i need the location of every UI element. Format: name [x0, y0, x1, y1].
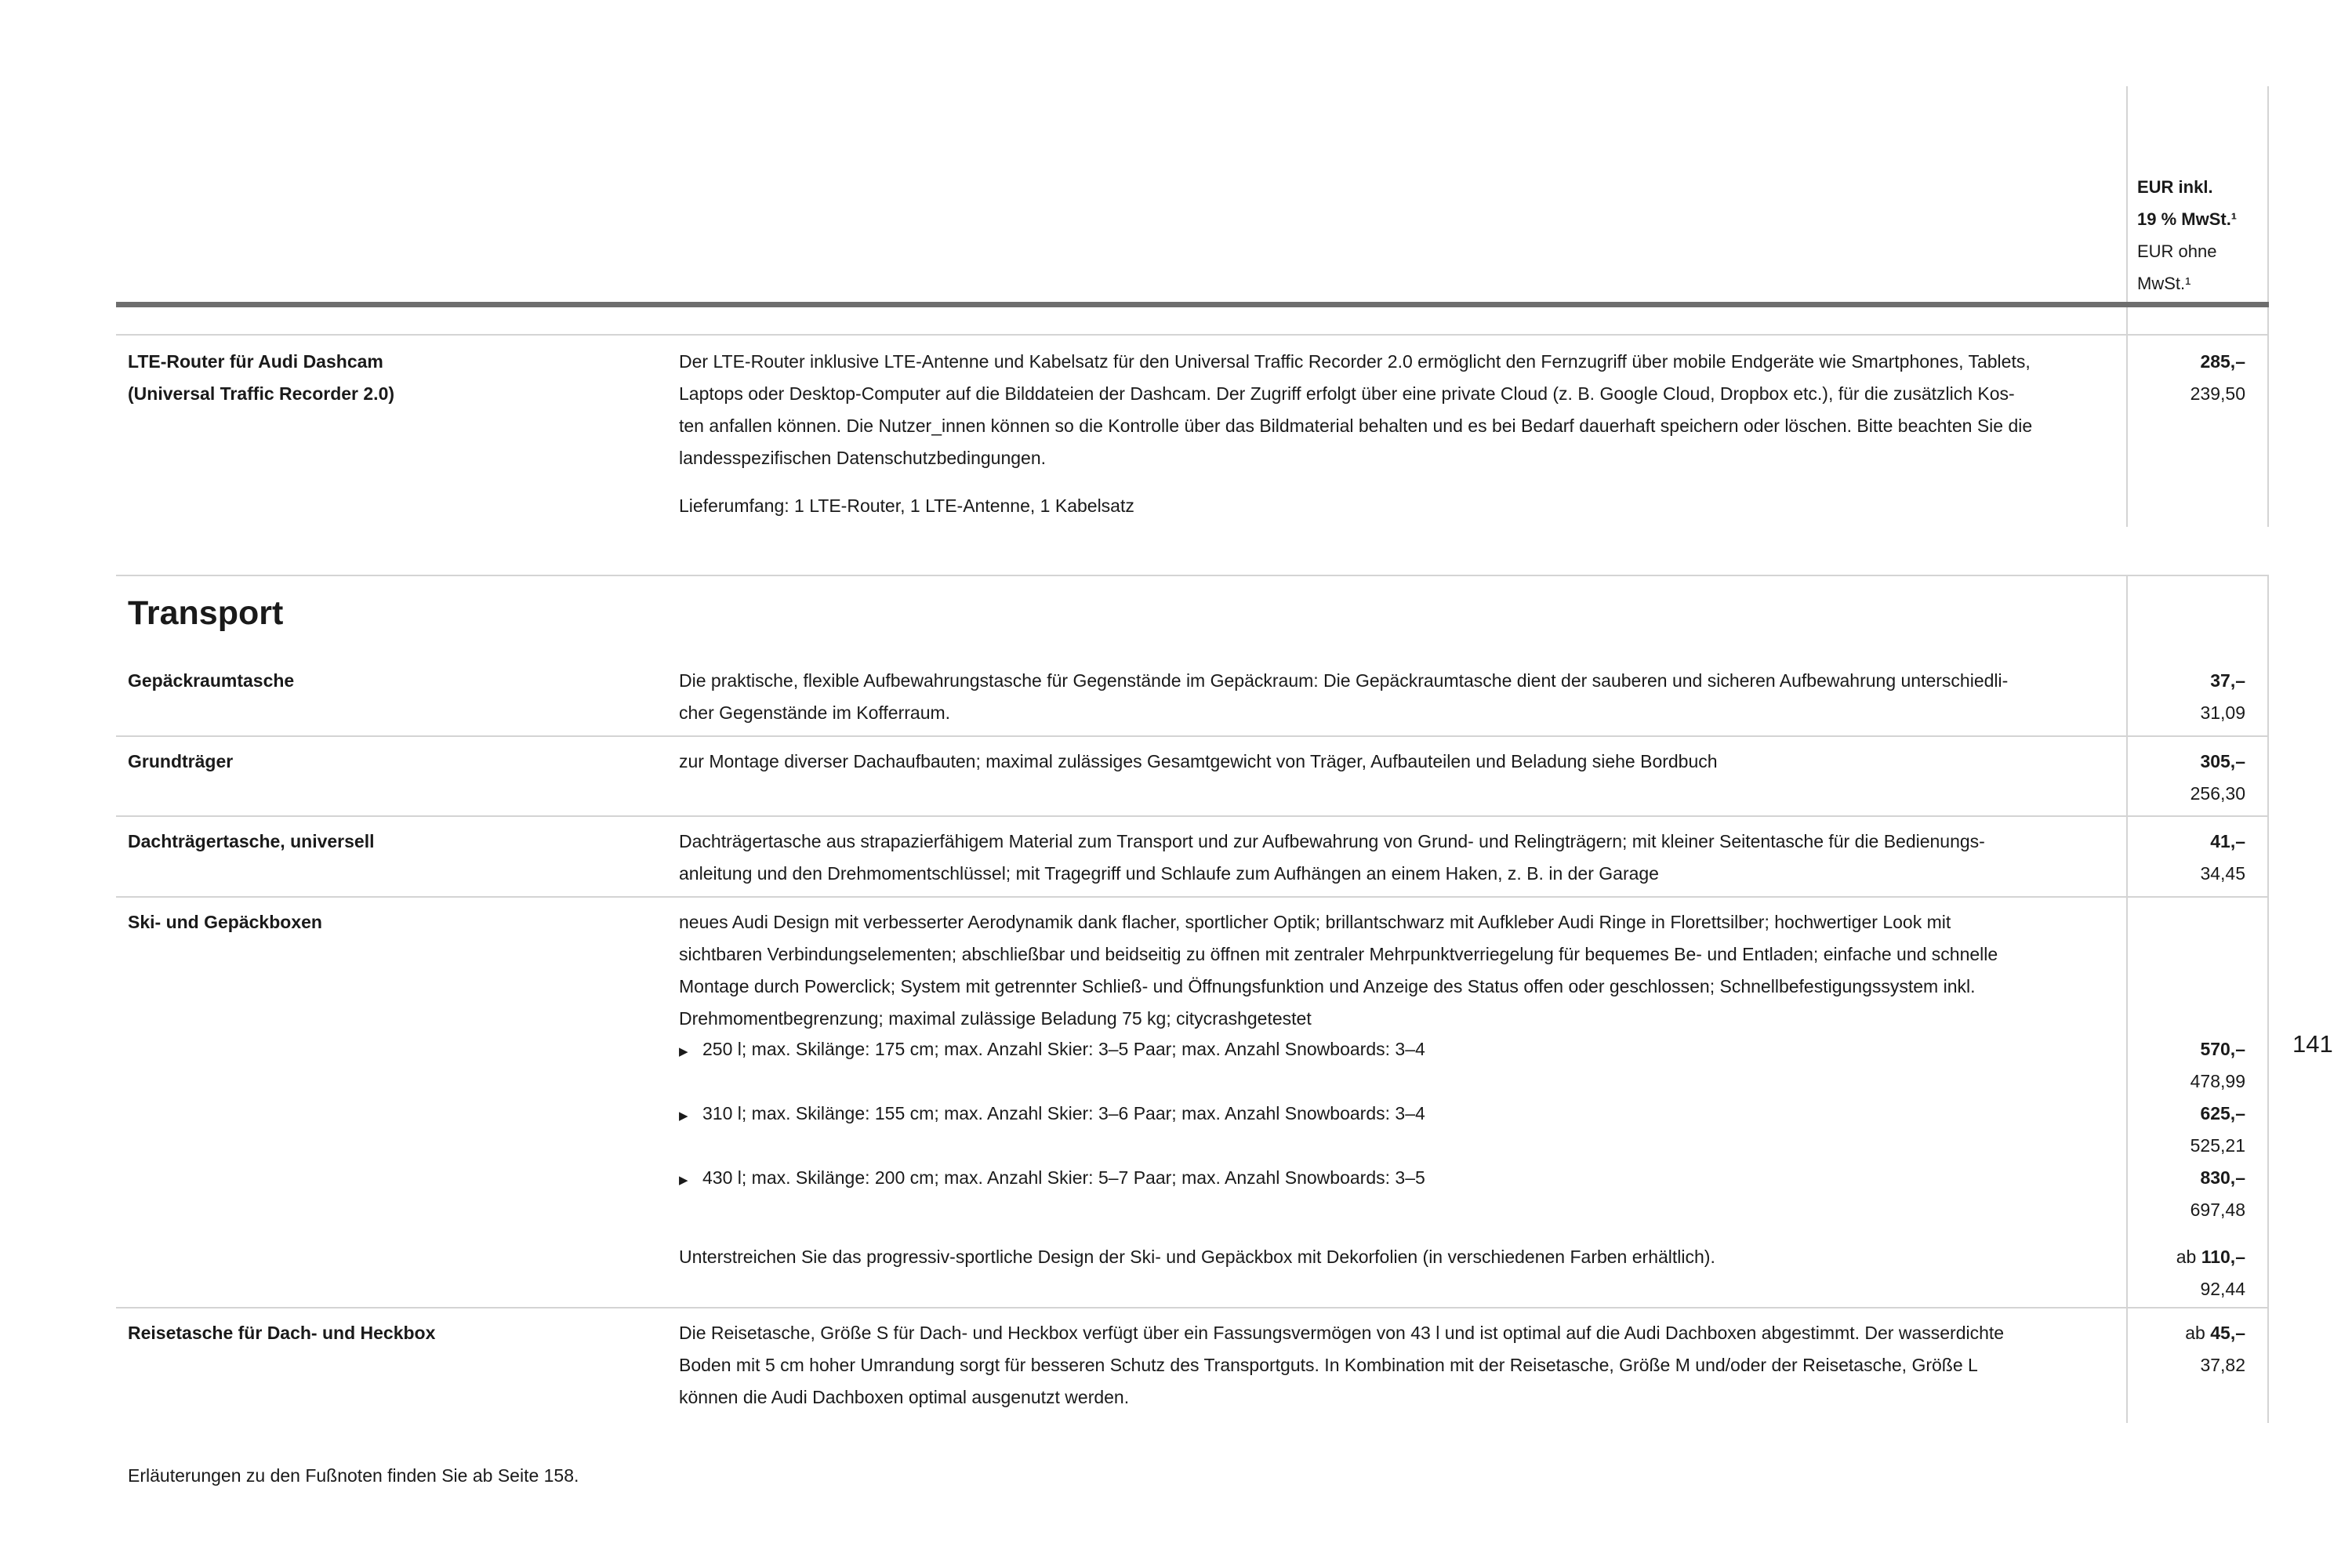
skibox-variant-430: ▶ 430 l; max. Skilänge: 200 cm; max. Anzahl Skier: 5–7 Paar; max. Anzahl Snowboards: 3–5	[679, 1162, 2129, 1196]
section-divider	[116, 575, 2267, 576]
row-divider	[116, 735, 2267, 737]
triangle-right-icon: ▶	[679, 1045, 688, 1058]
item-price-reisetasche: ab 45,– 37,82	[2185, 1323, 2245, 1375]
item-price-dachtraegertasche: 41,– 34,45	[2200, 831, 2245, 884]
skibox-variant-250: ▶ 250 l; max. Skilänge: 175 cm; max. Anzahl Skier: 3–5 Paar; max. Anzahl Snowboards: 3–4	[679, 1033, 2129, 1068]
triangle-right-icon: ▶	[679, 1109, 688, 1123]
row-divider	[116, 815, 2267, 817]
price-incl-label: EUR inkl. 19 % MwSt.¹	[2137, 177, 2238, 229]
page-number: 141	[2292, 1030, 2333, 1058]
header-subrule	[116, 334, 2267, 336]
lte-router-description: Der LTE-Router inklusive LTE-Antenne und Kabelsatz für den Universal Traffic Recorder 2.0 ermöglicht den Fernzugriff über mobile Endgeräte wie Smartphones, Tablets, Laptops oder Desktop-Computer auf die Bilddateien der Dashcam. Der Zugriff erfolgt über eine private Cloud (z. B. Google Cloud, Dropbox etc.), für die zusätzlich Kos- ten anfallen können. Die Nutzer_innen können so die Kontrolle über das Bildmaterial behalten und es bei Bedarf dauerhaft speichern oder löschen. Bitte beachten Sie die landesspezifischen Datenschutzbedingungen. Lieferumfang: 1 LTE-Router, 1 LTE-Antenne, 1 Kabelsatz	[679, 346, 2129, 522]
lte-router-name: LTE-Router für Audi Dashcam (Universal Traffic Recorder 2.0)	[128, 351, 395, 404]
item-description-skiboxen: neues Audi Design mit verbesserter Aerodynamik dank flacher, sportlicher Optik; brillantschwarz mit Aufkleber Audi Ringe in Florettsilber; hochwertiger Look mit sichtbaren Verbindungselementen; abschließbar und beidseitig zu öffnen mit zentraler Mehrpunktverriegelung für bequemes Be- und Entladen; einfache und schnelle Montage durch Powerclick; System mit getrennter Schließ- und Öffnungsfunktion und Anzeige des Status offen oder geschlossen; Schnellbefestigungssystem inkl. Drehmomentbegrenzung; maximal zulässige Beladung 75 kg; citycrashgetestet	[679, 912, 1998, 1029]
lte-router-price: 285,– 239,50	[2190, 351, 2245, 404]
footnote-reference: Erläuterungen zu den Fußnoten finden Sie ab Seite 158.	[128, 1465, 579, 1486]
skibox-variant-310: ▶ 310 l; max. Skilänge: 155 cm; max. Anzahl Skier: 3–6 Paar; max. Anzahl Snowboards: 3–4	[679, 1098, 2129, 1132]
item-name-dachtraegertasche: Dachträgertasche, universell	[128, 831, 375, 851]
item-name-skiboxen: Ski- und Gepäckboxen	[128, 912, 322, 932]
price-column-divider-right	[2267, 575, 2269, 1423]
item-name-grundtraeger: Grundträger	[128, 751, 234, 771]
skibox-decor-price: ab 110,– 92,44	[2176, 1247, 2245, 1299]
skibox-variant-310-price: 625,– 525,21	[2190, 1103, 2245, 1156]
item-description-grundtraeger: zur Montage diverser Dachaufbauten; maximal zulässiges Gesamtgewicht von Träger, Aufbauteilen und Beladung siehe Bordbuch	[679, 751, 1718, 771]
lte-router-scope: Lieferumfang: 1 LTE-Router, 1 LTE-Antenne, 1 Kabelsatz	[679, 495, 1134, 516]
price-excl-label: EUR ohne MwSt.¹	[2137, 241, 2217, 293]
triangle-right-icon: ▶	[679, 1174, 688, 1187]
skibox-decor-text: Unterstreichen Sie das progressiv-sportliche Design der Ski- und Gepäckbox mit Dekorfolien (in verschiedenen Farben erhältlich).	[679, 1247, 1715, 1267]
item-description-gepaeckraumtasche: Die praktische, flexible Aufbewahrungstasche für Gegenstände im Gepäckraum: Die Gepäckraumtasche dient der sauberen und sicheren Aufbewahrung unterschiedli- cher Gegenstände im Kofferraum.	[679, 670, 2009, 723]
item-price-gepaeckraumtasche: 37,– 31,09	[2200, 670, 2245, 723]
item-description-reisetasche: Die Reisetasche, Größe S für Dach- und Heckbox verfügt über ein Fassungsvermögen von 43 l und ist optimal auf die Audi Dachboxen abgestimmt. Der wasserdichte Boden mit 5 cm hoher Umrandung sorgt für besseren Schutz des Transportguts. In Kombination mit der Reisetasche, Größe M und/oder der Reisetasche, Größe L können die Audi Dachboxen optimal ausgenutzt werden.	[679, 1323, 2005, 1407]
item-name-gepaeckraumtasche: Gepäckraumtasche	[128, 670, 295, 691]
skibox-variant-430-price: 830,– 697,48	[2190, 1167, 2245, 1220]
row-divider	[116, 1307, 2267, 1308]
price-header	[2137, 171, 2270, 299]
item-name-reisetasche: Reisetasche für Dach- und Heckbox	[128, 1323, 436, 1343]
item-description-dachtraegertasche: Dachträgertasche aus strapazierfähigem Material zum Transport und zur Aufbewahrung von Grund- und Relingträgern; mit kleiner Seitentasche für die Bedienungs- anleitung und den Drehmomentschlüssel; mit Tragegriff und Schlaufe zum Aufhängen an einem Haken, z. B. in der Garage	[679, 831, 1985, 884]
skibox-variant-250-price: 570,– 478,99	[2190, 1039, 2245, 1091]
row-divider	[116, 896, 2267, 898]
section-title: Transport	[128, 594, 284, 632]
item-price-grundtraeger: 305,– 256,30	[2190, 751, 2245, 804]
header-rule	[116, 302, 2269, 307]
